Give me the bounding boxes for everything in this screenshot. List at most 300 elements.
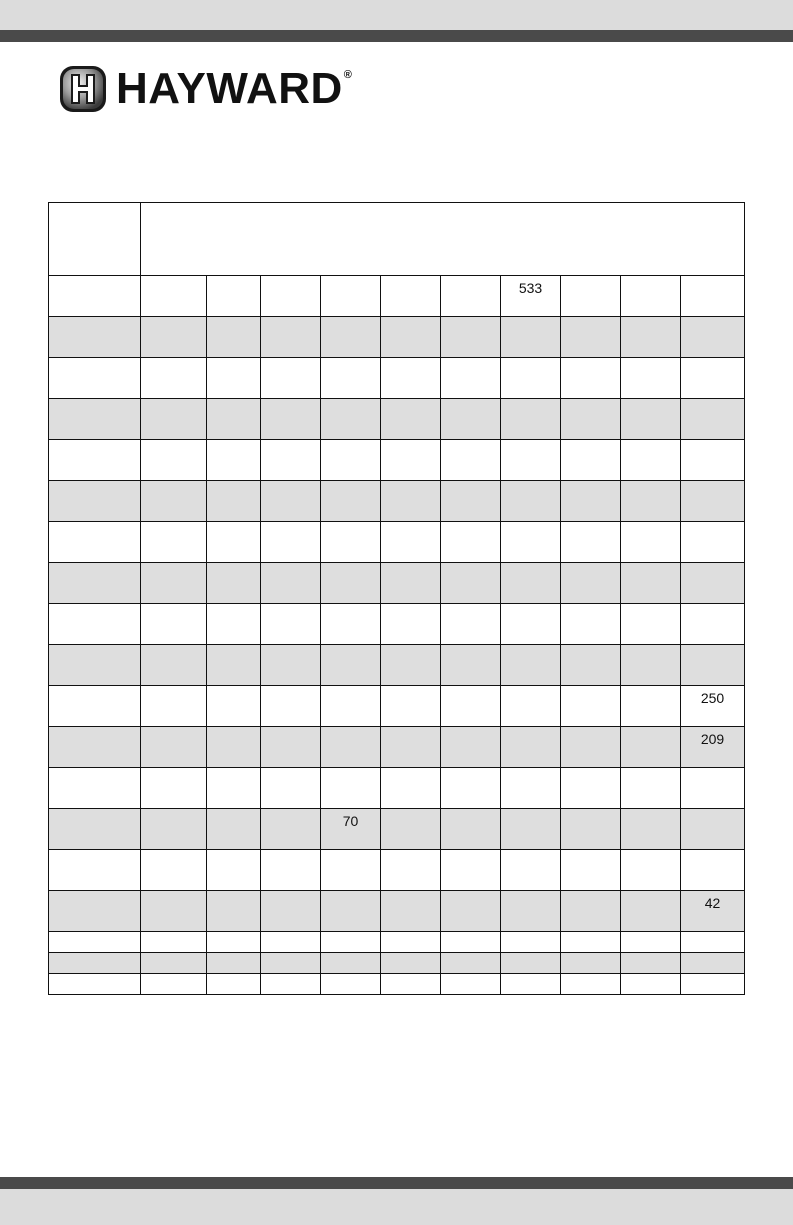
cell-value: [561, 276, 620, 280]
cell-value: [261, 850, 320, 854]
cell-value: [441, 809, 500, 813]
table-cell: [441, 953, 501, 974]
table-row: [49, 481, 745, 522]
cell-value: [621, 276, 680, 280]
cell-value: [141, 399, 206, 403]
cell-value: [681, 522, 744, 526]
cell-value: [207, 358, 260, 362]
table-cell: [207, 481, 261, 522]
registered-mark: ®: [343, 69, 353, 81]
cell-value: [49, 399, 140, 403]
table-cell: [561, 727, 621, 768]
cell-value: [261, 563, 320, 567]
cell-value: [261, 440, 320, 444]
table-cell: [49, 645, 141, 686]
table-cell: [441, 645, 501, 686]
cell-value: [381, 850, 440, 854]
cell-value: [501, 604, 560, 608]
cell-value: [501, 522, 560, 526]
cell-value: [207, 727, 260, 731]
cell-value: [561, 604, 620, 608]
cell-value: [261, 522, 320, 526]
table-cell: [321, 974, 381, 995]
table-cell: [441, 522, 501, 563]
cell-value: [621, 358, 680, 362]
table-cell: [49, 481, 141, 522]
cell-value: 70: [342, 813, 359, 829]
table-cell: [561, 604, 621, 645]
hayward-h-badge-icon: [58, 64, 108, 114]
table-cell: [621, 974, 681, 995]
table-cell: [681, 317, 745, 358]
table-row: [49, 522, 745, 563]
table-cell: [321, 563, 381, 604]
cell-value: [561, 399, 620, 403]
cell-value: 42: [704, 895, 721, 911]
cell-value: [49, 645, 140, 649]
table-row: [49, 850, 745, 891]
cell-value: [141, 563, 206, 567]
cell-value: [49, 850, 140, 854]
table-cell: [441, 399, 501, 440]
table-cell: [621, 317, 681, 358]
cell-value: [441, 604, 500, 608]
cell-value: [207, 440, 260, 444]
table-cell: [261, 727, 321, 768]
table-cell: [261, 891, 321, 932]
cell-value: [207, 563, 260, 567]
cell-value: [49, 358, 140, 362]
table-cell: [141, 645, 207, 686]
table-cell: [681, 604, 745, 645]
cell-value: [207, 809, 260, 813]
cell-value: [207, 317, 260, 321]
cell-value: [381, 399, 440, 403]
table-cell: [141, 932, 207, 953]
cell-value: [681, 563, 744, 567]
cell-value: [141, 481, 206, 485]
cell-value: [621, 604, 680, 608]
table-cell: [441, 481, 501, 522]
cell-value: [141, 850, 206, 854]
table-cell: [441, 974, 501, 995]
cell-value: [501, 358, 560, 362]
table-cell: [381, 850, 441, 891]
table-cell: [621, 481, 681, 522]
table-cell: [681, 891, 745, 932]
table-cell: [381, 358, 441, 399]
cell-value: [49, 953, 140, 957]
table-row: [49, 809, 745, 850]
cell-value: [441, 932, 500, 936]
table-cell: [49, 686, 141, 727]
cell-value: 533: [518, 280, 543, 296]
table-cell: [681, 276, 745, 317]
cell-value: [441, 399, 500, 403]
cell-value: [441, 440, 500, 444]
cell-value: [381, 317, 440, 321]
cell-value: [621, 932, 680, 936]
cell-value: [321, 604, 380, 608]
cell-value: [321, 974, 380, 978]
hayward-logo: [58, 64, 352, 114]
table-cell: [681, 563, 745, 604]
cell-value: [441, 768, 500, 772]
cell-value: [681, 317, 744, 321]
table-cell: [207, 809, 261, 850]
table-cell: [441, 850, 501, 891]
table-row: [49, 891, 745, 932]
table-cell: [261, 358, 321, 399]
cell-value: [321, 276, 380, 280]
cell-value: [441, 727, 500, 731]
cell-value: [501, 891, 560, 895]
table-cell: [621, 809, 681, 850]
table-cell: [621, 399, 681, 440]
table-cell: [321, 727, 381, 768]
table-cell: [49, 399, 141, 440]
cell-value: [207, 604, 260, 608]
cell-value: [621, 645, 680, 649]
table-row: [49, 953, 745, 974]
cell-value: [321, 522, 380, 526]
cell-value: [207, 850, 260, 854]
table-cell: [501, 563, 561, 604]
table-cell: [561, 891, 621, 932]
table-cell: [261, 953, 321, 974]
cell-value: [561, 645, 620, 649]
cell-value: [561, 317, 620, 321]
table-cell: [381, 563, 441, 604]
cell-value: [441, 953, 500, 957]
table-cell: [441, 440, 501, 481]
table-cell: [321, 768, 381, 809]
table-row: [49, 399, 745, 440]
table-row: [49, 686, 745, 727]
table-cell: [501, 358, 561, 399]
table-cell: [49, 563, 141, 604]
table-row: [49, 974, 745, 995]
table-cell: [381, 604, 441, 645]
cell-value: [561, 953, 620, 957]
cell-value: [621, 953, 680, 957]
cell-value: [207, 768, 260, 772]
cell-value: [681, 358, 744, 362]
table-cell: [381, 522, 441, 563]
cell-value: [381, 645, 440, 649]
table-cell: [321, 604, 381, 645]
table-row: [49, 440, 745, 481]
cell-value: [501, 440, 560, 444]
table-row: [49, 932, 745, 953]
cell-value: [381, 953, 440, 957]
table-cell: [207, 645, 261, 686]
cell-value: [621, 522, 680, 526]
cell-value: [141, 809, 206, 813]
table-cell: [321, 953, 381, 974]
table-cell: [501, 974, 561, 995]
cell-value: [441, 358, 500, 362]
cell-value: [501, 317, 560, 321]
table-cell: [49, 932, 141, 953]
cell-value: [321, 481, 380, 485]
cell-value: [261, 809, 320, 813]
table-cell: [207, 891, 261, 932]
cell-value: [501, 850, 560, 854]
table-cell: [381, 768, 441, 809]
table-cell: [207, 399, 261, 440]
table-cell: [141, 850, 207, 891]
table-cell: [141, 522, 207, 563]
table-cell: [681, 686, 745, 727]
table-cell: [141, 317, 207, 358]
table-cell: [49, 727, 141, 768]
cell-value: [49, 481, 140, 485]
table-cell: [561, 974, 621, 995]
table-cell: [261, 850, 321, 891]
cell-value: [441, 276, 500, 280]
table-cell: [207, 440, 261, 481]
table-cell: [621, 932, 681, 953]
table-cell: [261, 809, 321, 850]
cell-value: [141, 604, 206, 608]
cell-value: [381, 891, 440, 895]
cell-value: [441, 563, 500, 567]
cell-value: [261, 932, 320, 936]
cell-value: [261, 953, 320, 957]
table-cell: [441, 317, 501, 358]
table-cell: [141, 276, 207, 317]
table-cell: [621, 645, 681, 686]
table-cell: [561, 953, 621, 974]
table-cell: [381, 645, 441, 686]
brand-wordmark: HAYWARD®: [116, 64, 353, 113]
table-cell: [681, 932, 745, 953]
cell-value: [441, 891, 500, 895]
cell-value: [49, 563, 140, 567]
table-cell: [681, 768, 745, 809]
cell-value: [49, 727, 140, 731]
cell-value: [501, 563, 560, 567]
table-cell: [141, 686, 207, 727]
table-cell: [141, 481, 207, 522]
cell-value: [501, 932, 560, 936]
table-cell: [561, 440, 621, 481]
cell-value: [561, 932, 620, 936]
cell-value: [49, 974, 140, 978]
table-cell: [441, 809, 501, 850]
table-cell: [681, 358, 745, 399]
bottom-dark-rule: [0, 1177, 793, 1189]
table-cell: [621, 953, 681, 974]
cell-value: [621, 399, 680, 403]
table-cell: [381, 891, 441, 932]
table-cell: [501, 276, 561, 317]
table-cell: [207, 358, 261, 399]
cell-value: [207, 932, 260, 936]
cell-value: [261, 317, 320, 321]
table-cell: [261, 276, 321, 317]
table-row: [49, 645, 745, 686]
cell-value: [501, 974, 560, 978]
table-cell: [261, 440, 321, 481]
table-cell: [321, 399, 381, 440]
table-cell: [321, 481, 381, 522]
cell-value: [681, 276, 744, 280]
table-cell: [621, 604, 681, 645]
cell-value: [141, 974, 206, 978]
table-cell: [501, 850, 561, 891]
cell-value: [321, 686, 380, 690]
cell-value: [207, 645, 260, 649]
cell-value: [261, 399, 320, 403]
table-cell: [501, 686, 561, 727]
table-cell: [321, 809, 381, 850]
cell-value: [261, 768, 320, 772]
cell-value: [381, 974, 440, 978]
cell-value: [321, 440, 380, 444]
table-cell: [381, 727, 441, 768]
table-cell: [681, 399, 745, 440]
cell-value: [681, 645, 744, 649]
cell-value: [141, 276, 206, 280]
header-span-cell: [141, 203, 745, 276]
cell-value: [141, 645, 206, 649]
cell-value: [141, 891, 206, 895]
table-cell: [441, 727, 501, 768]
cell-value: [261, 891, 320, 895]
cell-value: 209: [700, 731, 725, 747]
table-cell: [141, 768, 207, 809]
table-cell: [49, 317, 141, 358]
table-cell: [207, 604, 261, 645]
table-cell: [381, 974, 441, 995]
table-cell: [261, 399, 321, 440]
table-cell: [207, 953, 261, 974]
table-cell: [501, 440, 561, 481]
table-cell: [501, 317, 561, 358]
table-cell: [561, 809, 621, 850]
table-cell: [381, 481, 441, 522]
cell-value: [621, 481, 680, 485]
table-cell: [261, 932, 321, 953]
cell-value: [501, 481, 560, 485]
table-cell: [441, 932, 501, 953]
table-cell: [441, 276, 501, 317]
table-row: [49, 604, 745, 645]
table-row: [49, 727, 745, 768]
cell-value: [321, 399, 380, 403]
cell-value: [141, 727, 206, 731]
cell-value: [321, 953, 380, 957]
cell-value: [501, 686, 560, 690]
table-cell: [381, 399, 441, 440]
table-cell: [561, 481, 621, 522]
cell-value: [381, 440, 440, 444]
table-cell: [621, 850, 681, 891]
table-cell: [49, 891, 141, 932]
table-cell: [141, 953, 207, 974]
cell-value: [681, 440, 744, 444]
table-cell: [441, 768, 501, 809]
table-cell: [501, 932, 561, 953]
cell-value: [561, 522, 620, 526]
cell-value: [621, 686, 680, 690]
cell-value: [381, 727, 440, 731]
cell-value: [561, 563, 620, 567]
table-cell: [321, 276, 381, 317]
cell-value: [501, 953, 560, 957]
cell-value: [381, 686, 440, 690]
table-cell: [561, 850, 621, 891]
table-cell: [561, 317, 621, 358]
table-cell: [321, 440, 381, 481]
cell-value: [621, 768, 680, 772]
cell-value: [621, 974, 680, 978]
table-cell: [501, 953, 561, 974]
cell-value: [207, 686, 260, 690]
table-cell: [261, 768, 321, 809]
table-cell: [681, 522, 745, 563]
cell-value: [207, 399, 260, 403]
table-cell: [381, 317, 441, 358]
table-cell: [681, 645, 745, 686]
table-cell: [49, 974, 141, 995]
cell-value: [441, 522, 500, 526]
table-cell: [141, 440, 207, 481]
table-cell: [501, 604, 561, 645]
table-cell: [501, 481, 561, 522]
cell-value: [141, 768, 206, 772]
cell-value: [681, 768, 744, 772]
cell-value: [381, 276, 440, 280]
table-cell: [621, 522, 681, 563]
table-cell: [207, 768, 261, 809]
table-cell: [681, 481, 745, 522]
table-cell: [501, 727, 561, 768]
cell-value: 250: [700, 690, 725, 706]
cell-value: [441, 645, 500, 649]
table-cell: [207, 686, 261, 727]
table-row: [49, 563, 745, 604]
table-cell: [561, 768, 621, 809]
cell-value: [49, 317, 140, 321]
table-cell: [49, 522, 141, 563]
table-cell: [261, 563, 321, 604]
table-cell: [621, 440, 681, 481]
table-cell: [381, 276, 441, 317]
cell-value: [207, 522, 260, 526]
table-cell: [261, 686, 321, 727]
cell-value: [681, 932, 744, 936]
table-cell: [441, 604, 501, 645]
cell-value: [321, 317, 380, 321]
table-cell: [561, 358, 621, 399]
table-cell: [561, 686, 621, 727]
table-header-row: [49, 203, 745, 276]
table-cell: [207, 317, 261, 358]
cell-value: [381, 481, 440, 485]
cell-value: [441, 317, 500, 321]
table-cell: [621, 727, 681, 768]
cell-value: [621, 727, 680, 731]
cell-value: [501, 809, 560, 813]
cell-value: [49, 768, 140, 772]
table-cell: [681, 974, 745, 995]
cell-value: [561, 850, 620, 854]
table-cell: [141, 604, 207, 645]
cell-value: [207, 891, 260, 895]
